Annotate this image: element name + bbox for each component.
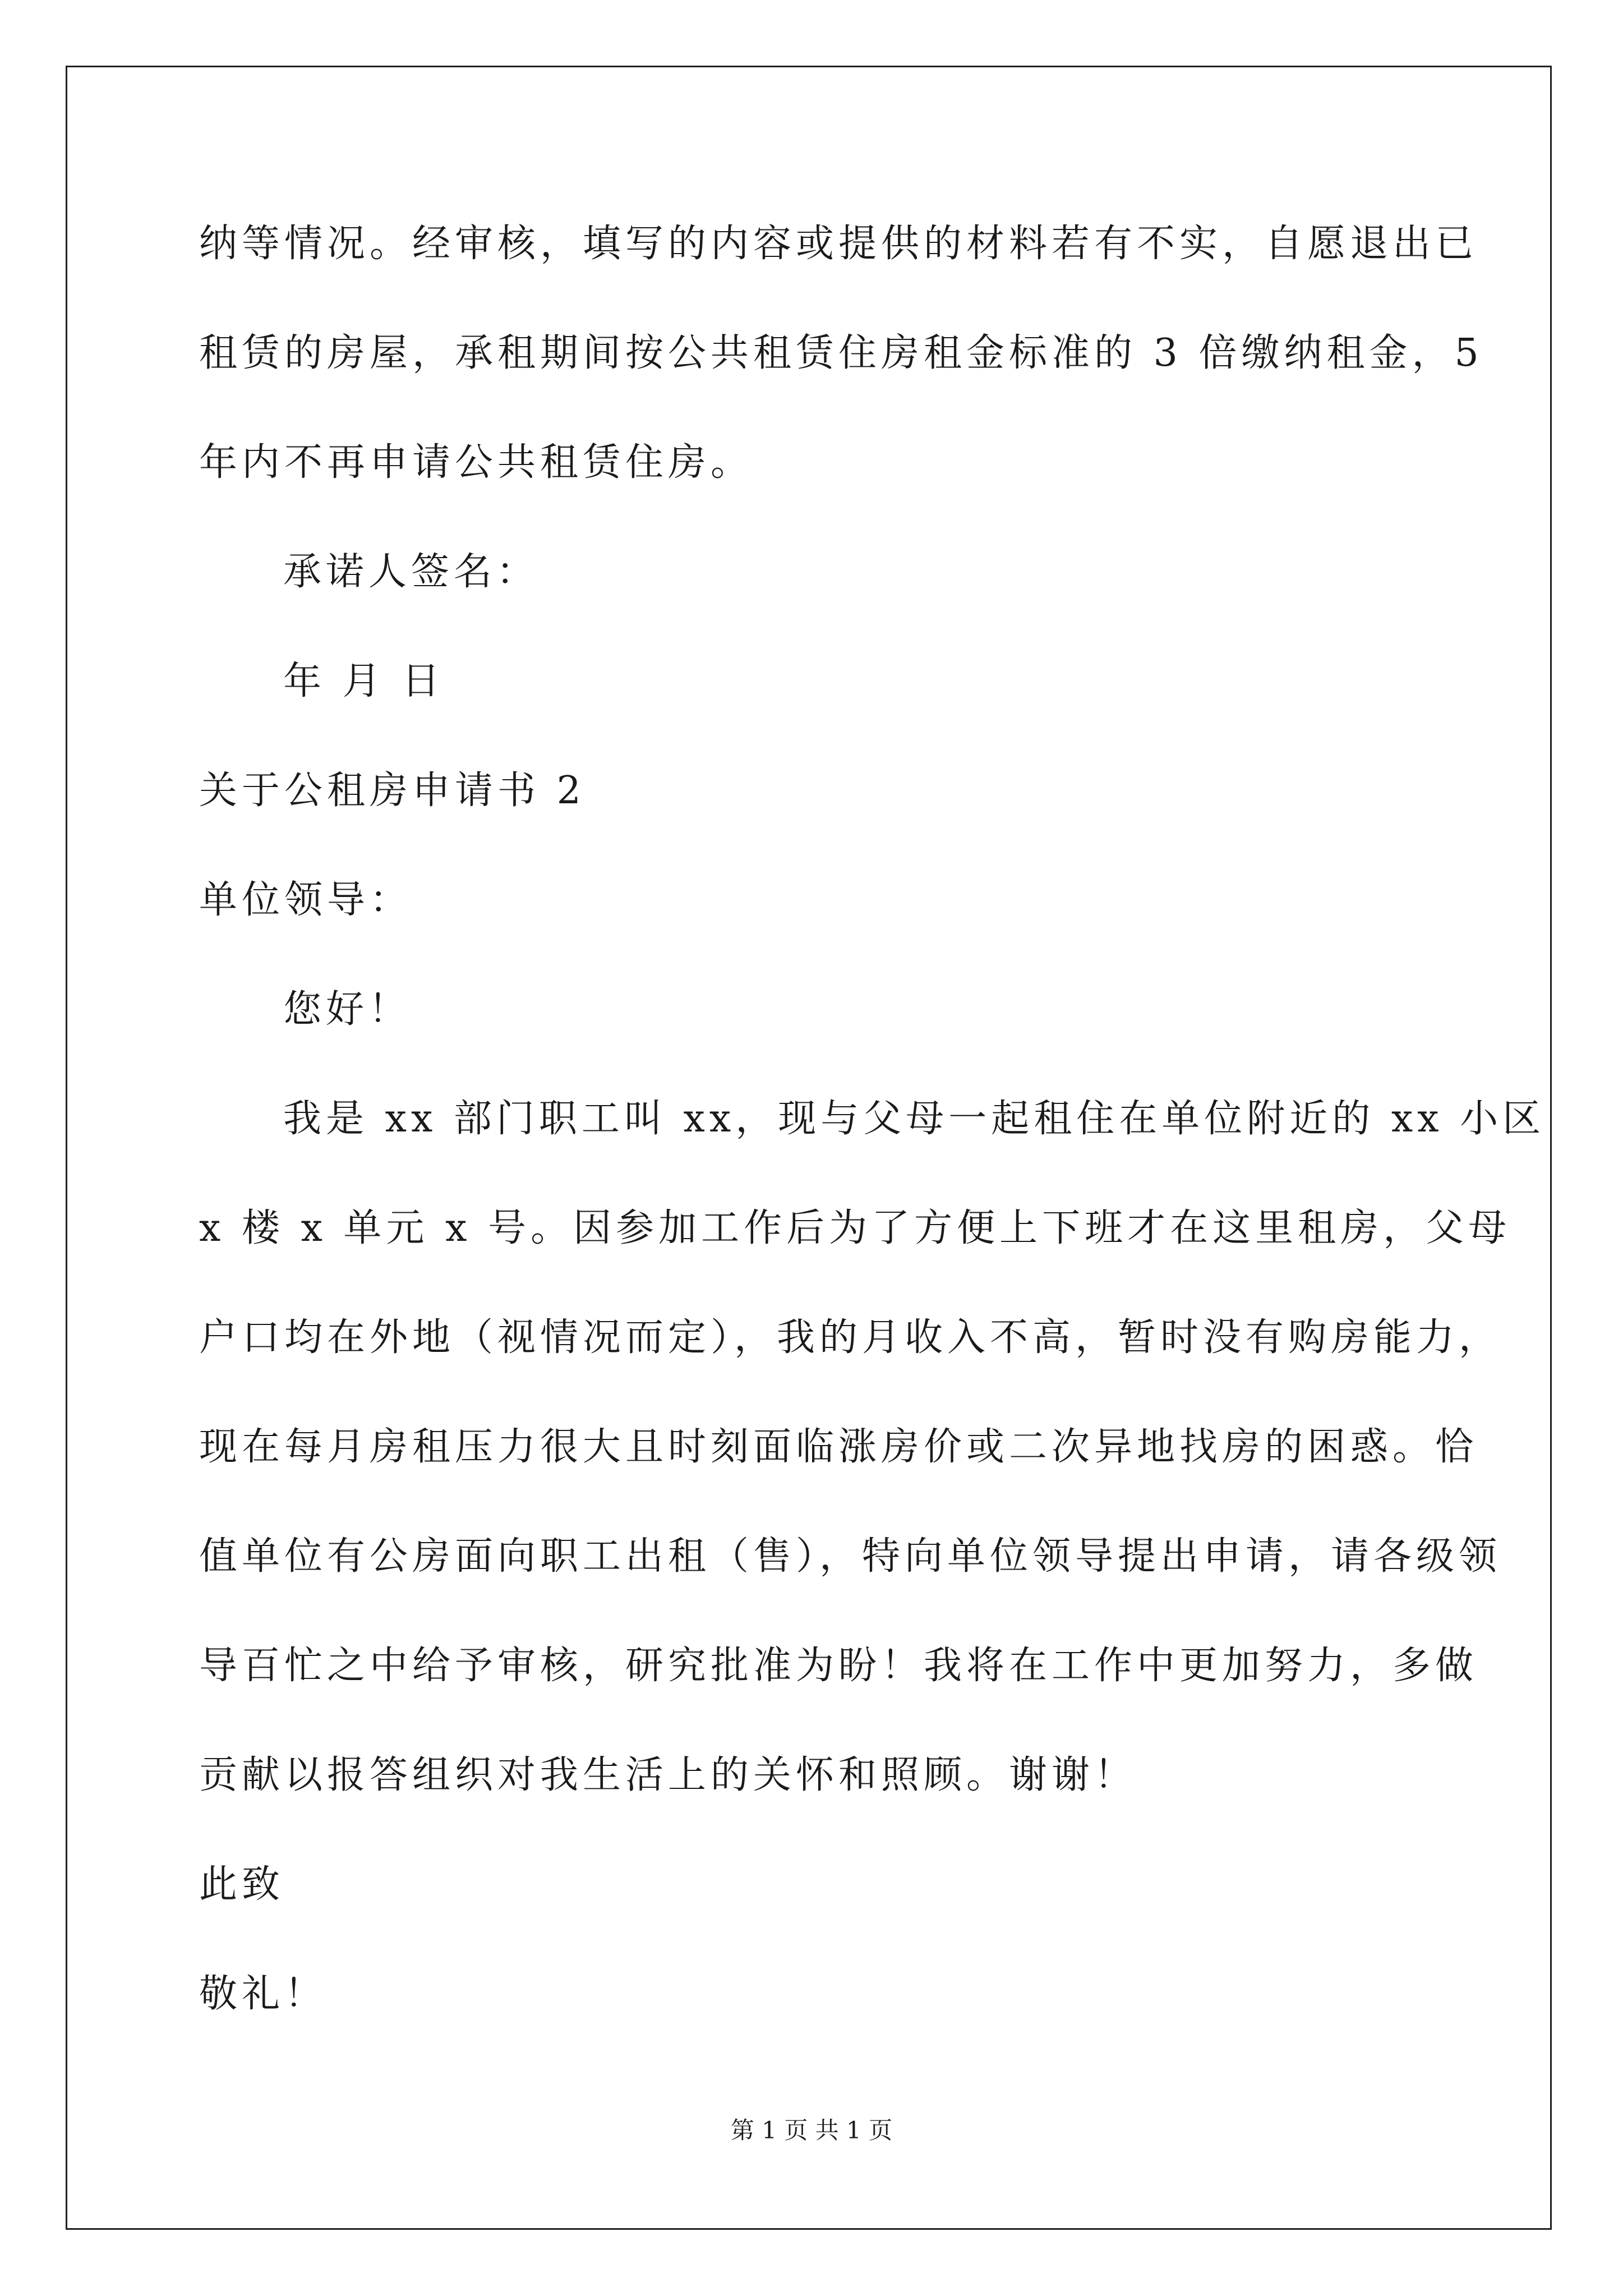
section-title: 关于公租房申请书 2: [199, 769, 585, 813]
paragraph-line: 纳等情况。经审核，填写的内容或提供的材料若有不实，自愿退出已: [199, 222, 1478, 266]
paragraph-line: 现在每月房租压力很大且时刻面临涨房价或二次异地找房的困惑。恰: [199, 1425, 1478, 1469]
page-number: 第 1 页 共 1 页: [730, 2116, 893, 2144]
closing-phrase: 此致: [199, 1862, 285, 1907]
salutation: 单位领导：: [199, 878, 413, 922]
date-line: 年 月 日: [283, 659, 445, 703]
closing-salute: 敬礼！: [199, 1972, 328, 2016]
paragraph-line: 我是 xx 部门职工叫 xx，现与父母一起租住在单位附近的 xx 小区: [283, 1097, 1546, 1141]
paragraph-line: x 楼 x 单元 x 号。因参加工作后为了方便上下班才在这里租房，父母: [199, 1206, 1511, 1250]
paragraph-line: 租赁的房屋，承租期间按公共租赁住房租金标准的 3 倍缴纳租金，5: [199, 331, 1483, 375]
paragraph-line: 值单位有公房面向职工出租（售），特向单位领导提出申请，请各级领: [199, 1534, 1502, 1579]
page-frame: [66, 66, 1552, 2230]
paragraph-line: 户口均在外地（视情况而定），我的月收入不高，暂时没有购房能力，: [199, 1315, 1502, 1360]
paragraph-line: 年内不再申请公共租赁住房。: [199, 440, 754, 485]
greeting: 您好！: [283, 987, 412, 1032]
signature-label: 承诺人签名：: [283, 550, 540, 594]
paragraph-line: 贡献以报答组织对我生活上的关怀和照顾。谢谢！: [199, 1753, 1137, 1797]
paragraph-line: 导百忙之中给予审核，研究批准为盼！我将在工作中更加努力，多做: [199, 1644, 1478, 1688]
